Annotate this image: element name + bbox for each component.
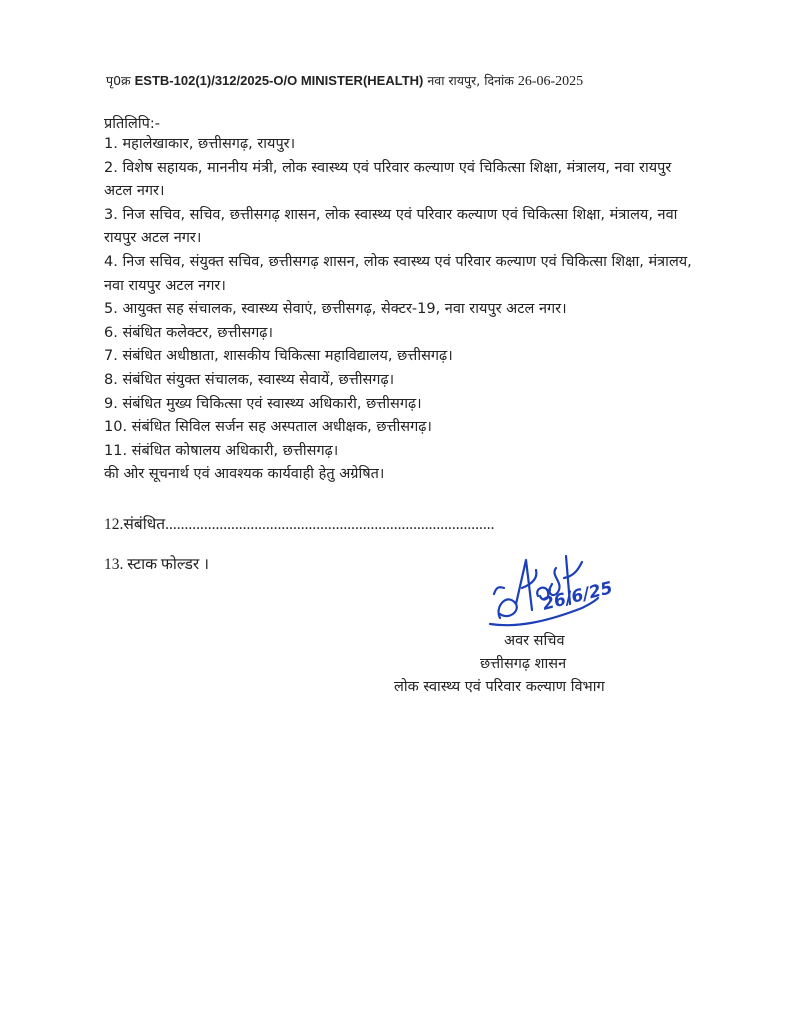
recipient-item: 2. विशेष सहायक, माननीय मंत्री, लोक स्वास्थ्य एवं परिवार कल्याण एवं चिकित्सा शिक्षा, मंत्रालय, नवा रायपुर अटल नगर। <box>104 159 672 200</box>
handwritten-signature <box>486 548 615 634</box>
concerned-line: 12.संबंधित..................................................................................... <box>104 516 495 533</box>
recipient-item: 11. संबंधित कोषालय अधिकारी, छत्तीसगढ़। <box>104 442 339 459</box>
recipient-item: 4. निज सचिव, संयुक्त सचिव, छत्तीसगढ़ शासन, लोक स्वास्थ्य एवं परिवार कल्याण एवं चिकित्सा शिक्षा, मंत्रालय, नवा रायपुर अटल नगर। <box>104 253 692 294</box>
forwarding-note: की ओर सूचनार्थ एवं आवश्यक कार्यवाही हेतु अग्रेषित। <box>104 466 385 483</box>
reference-line <box>106 72 706 90</box>
reference-date: 26-06-2025 <box>517 74 584 89</box>
signatory-government: छत्तीसगढ़ शासन <box>480 656 567 672</box>
reference-prefix: पृ0क्र <box>106 73 131 88</box>
recipient-item: 7. संबंधित अधीष्ठाता, शासकीय चिकित्सा महाविद्यालय, छत्तीसगढ़। <box>104 348 453 365</box>
recipient-item: 5. आयुक्त सह संचालक, स्वास्थ्य सेवाएं, छत्तीसगढ़, सेक्टर-19, नवा रायपुर अटल नगर। <box>104 301 567 318</box>
recipient-item: 9. संबंधित मुख्य चिकित्सा एवं स्वास्थ्य अधिकारी, छत्तीसगढ़। <box>104 395 422 412</box>
svg-text:26/6/25: 26/6/25 <box>540 578 615 615</box>
copy-heading: प्रतिलिपि:- <box>104 116 160 132</box>
recipient-item: 6. संबंधित कलेक्टर, छत्तीसगढ़। <box>104 324 273 341</box>
recipient-list <box>104 133 704 487</box>
signatory-designation: अवर सचिव <box>504 633 565 649</box>
recipient-item: 8. संबंधित संयुक्त संचालक, स्वास्थ्य सेवायें, छत्तीसगढ़। <box>104 371 395 388</box>
signatory-department: लोक स्वास्थ्य एवं परिवार कल्याण विभाग <box>394 679 605 695</box>
stock-folder-line: 13. स्टाक फोल्डर । <box>104 556 209 573</box>
reference-place: नवा रायपुर, दिनांक <box>427 73 514 88</box>
signatory-block <box>380 630 700 699</box>
recipient-item: 10. संबंधित सिविल सर्जन सह अस्पताल अधीक्षक, छत्तीसगढ़। <box>104 419 432 436</box>
recipient-item: 1. महालेखाकार, छत्तीसगढ़, रायपुर। <box>104 136 296 152</box>
reference-number: ESTB-102(1)/312/2025-O/O MINISTER(HEALTH) <box>134 73 424 88</box>
recipient-item: 3. निज सचिव, सचिव, छत्तीसगढ़ शासन, लोक स्वास्थ्य एवं परिवार कल्याण एवं चिकित्सा शिक्षा, मंत्रालय, नवा रायपुर अटल नगर। <box>104 206 678 247</box>
signature-drawing <box>486 548 615 634</box>
